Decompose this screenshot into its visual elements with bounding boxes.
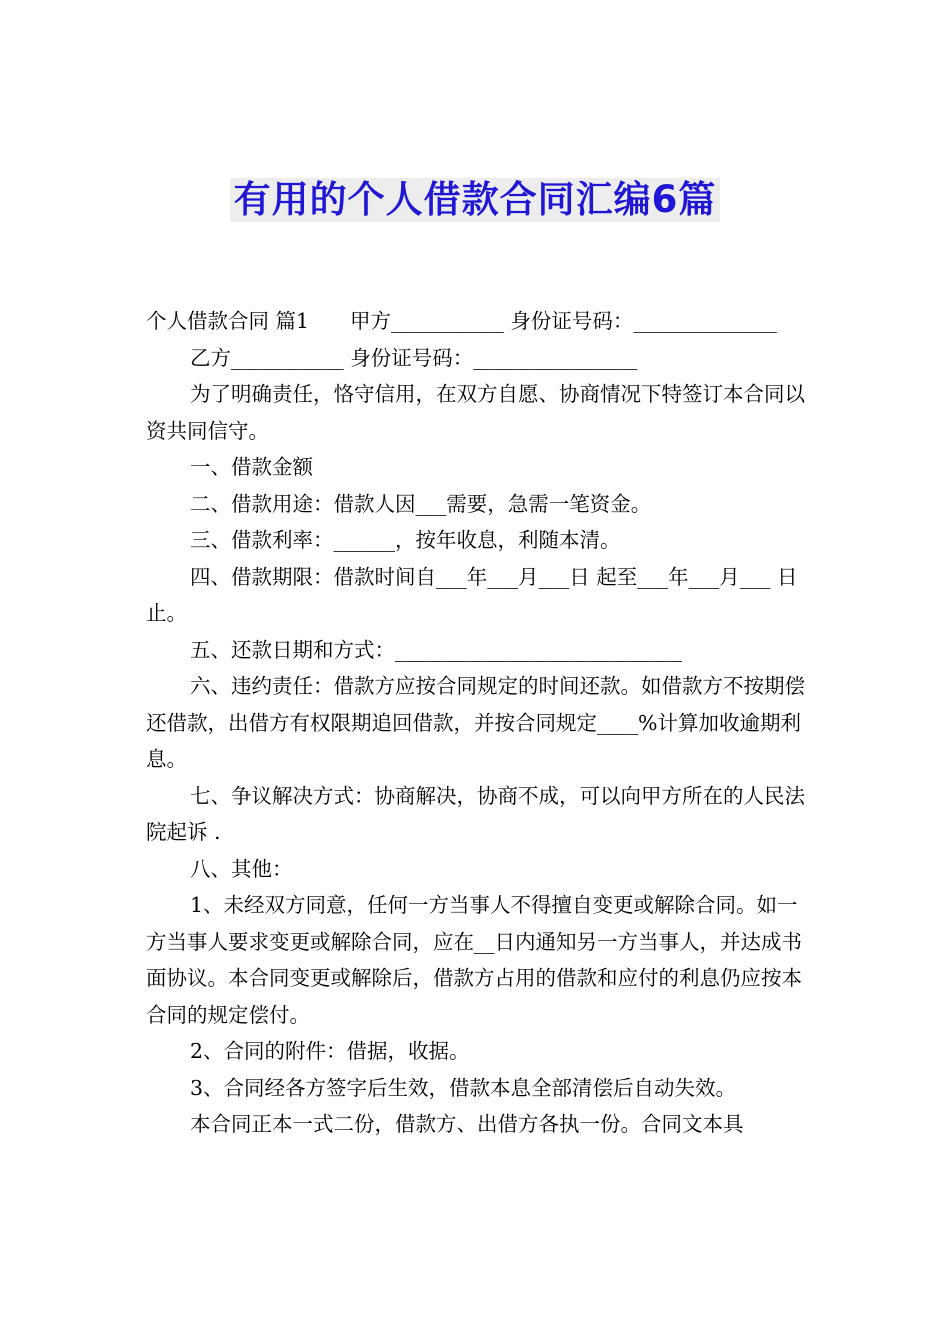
paragraph-clause-5: 五、还款日期和方式：____________________________ [190,637,682,662]
paragraph-preamble: 为了明确责任，恪守信用，在双方自愿、协商情况下特签订本合同以资共同信守。 [146,382,805,443]
paragraph-clause-3: 三、借款利率：______，按年收息，利随本清。 [190,528,621,552]
paragraph-copies: 本合同正本一式二份，借款方、出借方各执一份。合同文本具 [190,1112,744,1136]
paragraph-party-b: 乙方___________ 身份证号码：________________ [190,345,638,370]
paragraph-other-2: 2、合同的附件：借据，收据。 [190,1039,470,1063]
document-body [146,303,808,1143]
paragraph-clause-1: 一、借款金额 [190,455,313,479]
document-title: 有用的个人借款合同汇编6篇 [230,178,721,222]
paragraph-contract-header: 个人借款合同 篇1 甲方___________ 身份证号码：______________ [146,309,777,333]
paragraph-other-1: 1、未经双方同意，任何一方当事人不得擅自变更或解除合同。如一方当事人要求变更或解除合同，应在__日内通知另一方当事人，并达成书面协议。本合同变更或解除后，借款方占用的借款和应付的利息仍应按本合同的规定偿付。 [146,893,802,1027]
paragraph-clause-7: 七、争议解决方式：协商解决，协商不成，可以向甲方所在的人民法院起诉 . [146,783,805,844]
paragraph-clause-8: 八、其他： [190,856,293,881]
paragraph-clause-2: 二、借款用途：借款人因___需要，急需一笔资金。 [190,491,652,516]
paragraph-clause-6: 六、违约责任：借款方应按合同规定的时间还款。如借款方不按期偿还借款，出借方有权限期追回借款，并按合同规定____%计算加收逾期利息。 [146,674,805,771]
paragraph-other-3: 3、合同经各方签字后生效，借款本息全部清偿后自动失效。 [190,1075,737,1100]
paragraph-clause-4: 四、借款期限：借款时间自___年___月___日 起至___年___月___ 日止。 [146,564,798,625]
title-container [0,178,950,222]
